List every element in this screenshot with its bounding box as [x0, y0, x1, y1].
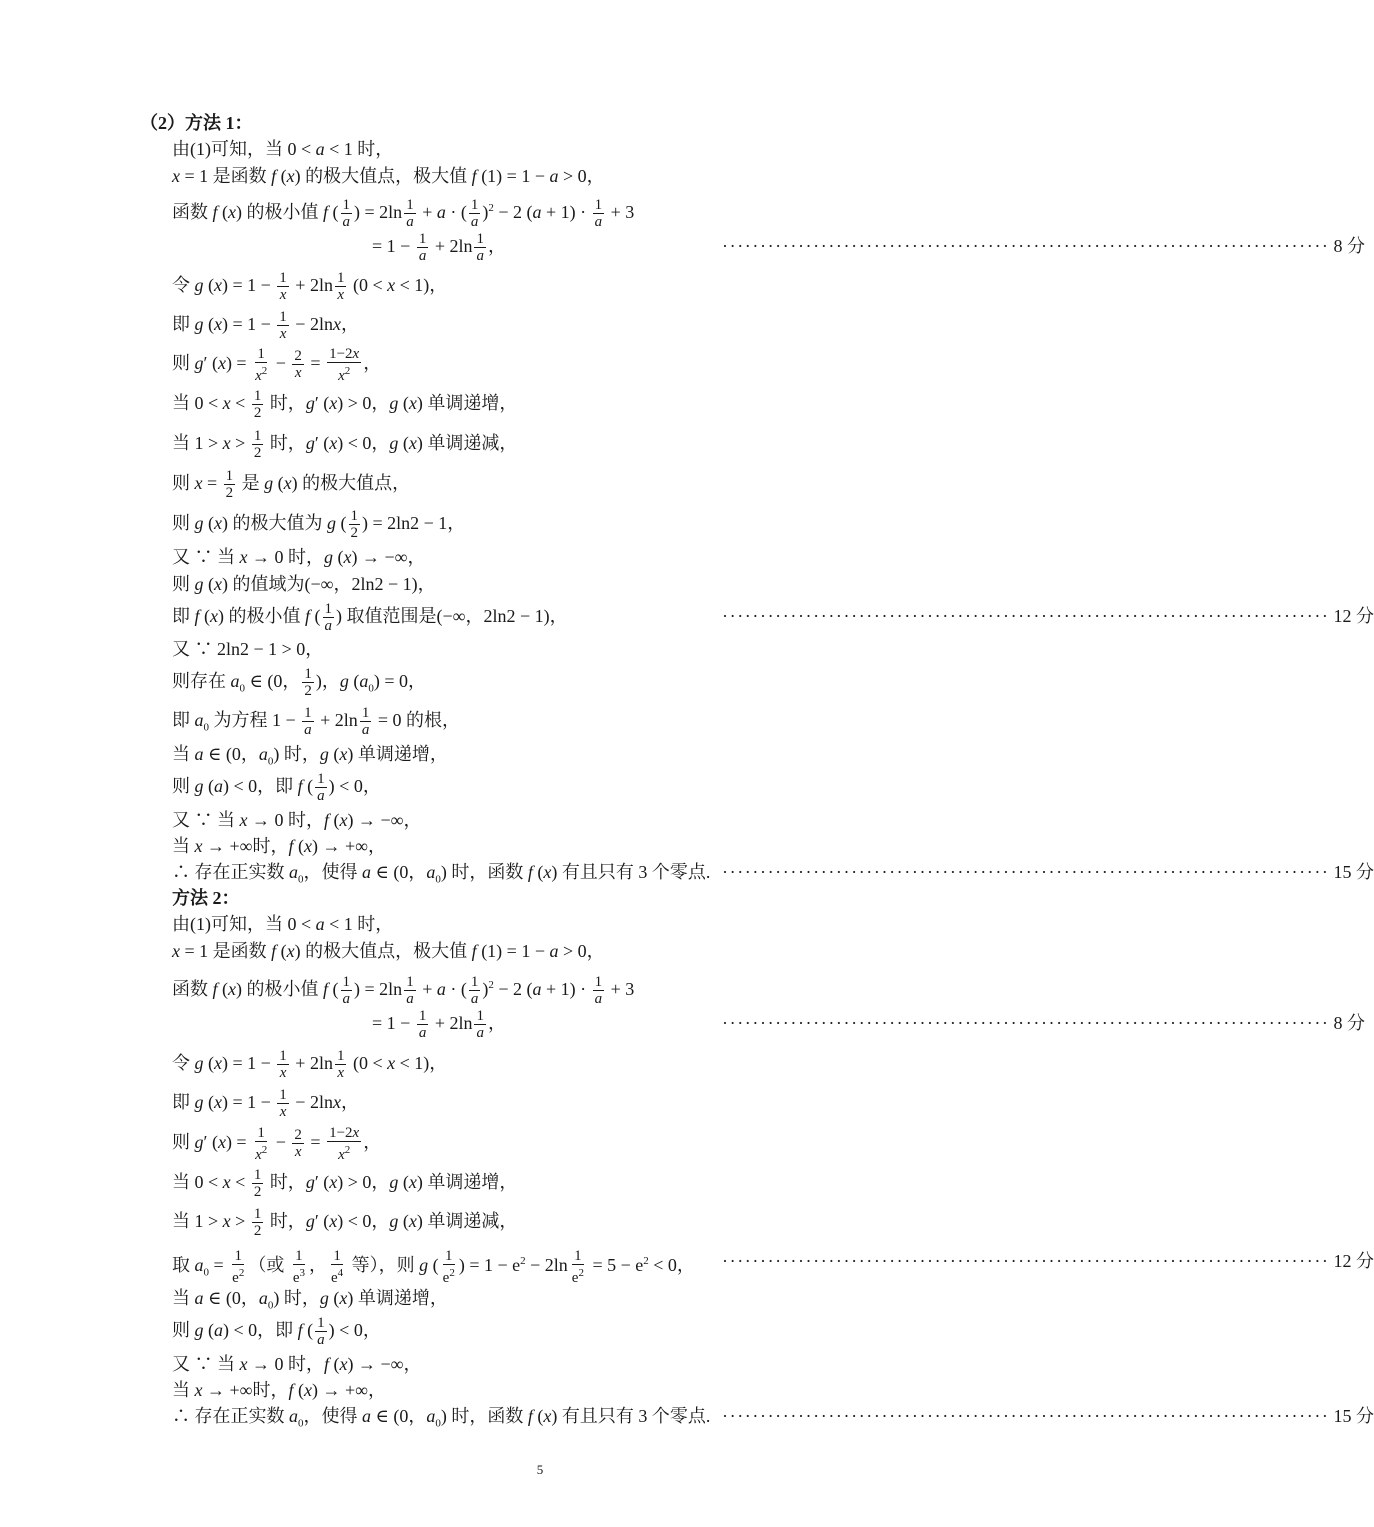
- score-marker: [722, 235, 1366, 257]
- solution-line: 又 ∵ 当 x → 0 时，f (x) → −∞，: [172, 810, 422, 830]
- score-points: 8 分: [1333, 1013, 1366, 1033]
- solution-line: 则 g (x) 的极大值为 g ( $\frac{1}{2}$ ) = 2ln2 − 1，: [172, 508, 466, 542]
- leader-dots: ················································································: [722, 236, 1330, 256]
- solution-line: 又 ∵ 当 x → 0 时，f (x) → −∞，: [172, 1354, 422, 1374]
- score-points: 15 分: [1333, 862, 1374, 882]
- leader-dots: ················································································: [722, 1251, 1330, 1271]
- method-heading: （2）方法 1：: [140, 113, 253, 133]
- solution-line: x = 1 是函数 f (x) 的极大值点，极大值 f (1) = 1 − a > 0，: [172, 166, 605, 186]
- solution-line: 则 g (x) 的值域为(−∞，2ln2 − 1)，: [172, 574, 436, 594]
- solution-line: 即 g (x) = 1 − $\frac{1}{x}$ − 2lnx，: [172, 309, 359, 343]
- method-heading: 方法 2：: [172, 888, 240, 908]
- score-marker: [722, 1250, 1374, 1272]
- solution-line: 即 $a_0$ 为方程 1 − $\frac{1}{a}$ + 2ln $\frac{1}{a}$ = 0 的根，: [172, 705, 460, 739]
- solution-line: 则 g (a) < 0，即 f ( $\frac{1}{a}$ ) < 0，: [172, 771, 381, 805]
- solution-line: 由(1)可知，当 0 < a < 1 时，: [172, 139, 394, 159]
- score-points: 12 分: [1333, 1251, 1374, 1271]
- solution-line: 当 1 > x > $\frac{1}{2}$ 时，g′ (x) < 0，g (x) 单调递减，: [172, 1206, 518, 1240]
- solution-line: 当 0 < x < $\frac{1}{2}$ 时，g′ (x) > 0，g (x) 单调递增，: [172, 1167, 518, 1201]
- solution-line: 当 0 < x < $\frac{1}{2}$ 时，g′ (x) > 0，g (x) 单调递增，: [172, 388, 518, 422]
- solution-line: = 1 − $\frac{1}{a}$ + 2ln $\frac{1}{a}$ ，: [372, 1008, 506, 1042]
- solution-line: 由(1)可知，当 0 < a < 1 时，: [172, 914, 394, 934]
- solution-line: 取 $a_0$ = $\frac{1}{e^2}$ （或 $\frac{1}{e^3}$ ， $\frac{1}{e^4}$ 等），则 g ( $\frac{1}{e^2}$ ) = $1 - e^2 - 2\ln$ $\frac{1}{e^2}$ = $5 - e^2 < 0$，: [172, 1247, 695, 1286]
- solution-line: 又 ∵ 当 x → 0 时，g (x) → −∞，: [172, 547, 426, 567]
- solution-line: 令 g (x) = 1 − $\frac{1}{x}$ + 2ln $\frac{1}{x}$ (0 < x < 1)，: [172, 1048, 448, 1082]
- score-points: 8 分: [1333, 236, 1366, 256]
- solution-line: 当 x → +∞时，f (x) → +∞，: [172, 836, 386, 856]
- solution-line: 当 a ∈ (0，$a_0$) 时，g (x) 单调递增，: [172, 744, 448, 768]
- solution-line: 当 1 > x > $\frac{1}{2}$ 时，g′ (x) < 0，g (x) 单调递减，: [172, 428, 518, 462]
- score-marker: [722, 605, 1374, 627]
- leader-dots: ················································································: [722, 1406, 1330, 1426]
- solution-line: 当 x → +∞时，f (x) → +∞，: [172, 1380, 386, 1400]
- leader-dots: ················································································: [722, 1013, 1330, 1033]
- score-marker: [722, 1012, 1366, 1034]
- leader-dots: ················································································: [722, 606, 1330, 626]
- solution-line: 则 g (a) < 0，即 f ( $\frac{1}{a}$ ) < 0，: [172, 1315, 381, 1349]
- solution-line: 即 f (x) 的极小值 f ( $\frac{1}{a}$ ) 取值范围是(−∞，2ln2 − 1)，: [172, 601, 568, 635]
- solution-line: 则 g′ (x) = $\frac{1}{x^2}$ − $\frac{2}{x}$ = $\frac{1-2x}{x^2}$ ，: [172, 345, 382, 384]
- solution-line: 则存在 $a_0$ ∈ (0， $\frac{1}{2}$ )，g $(a_0) = 0$，: [172, 666, 426, 700]
- solution-line: 又 ∵ 2ln2 − 1 > 0，: [172, 639, 324, 659]
- solution-line: x = 1 是函数 f (x) 的极大值点，极大值 f (1) = 1 − a > 0，: [172, 941, 605, 961]
- score-points: 12 分: [1333, 606, 1374, 626]
- solution-line: 则 g′ (x) = $\frac{1}{x^2}$ − $\frac{2}{x}$ = $\frac{1-2x}{x^2}$ ，: [172, 1124, 382, 1163]
- solution-line: ∴ 存在正实数 $a_0$，使得 a ∈ (0，$a_0$) 时，函数 f (x) 有且只有 3 个零点.: [172, 862, 711, 886]
- leader-dots: ················································································: [722, 862, 1330, 882]
- solution-line: 则 x = $\frac{1}{2}$ 是 g (x) 的极大值点，: [172, 468, 411, 502]
- solution-line: 函数 f (x) 的极小值 f ( $\frac{1}{a}$ ) = 2ln $\frac{1}{a}$ + a · ( $\frac{1}{a}$ )$^2$ − 2 (a + 1) · $\frac{1}{a}$ + 3: [172, 197, 635, 231]
- score-marker: [722, 861, 1374, 883]
- solution-line: 令 g (x) = 1 − $\frac{1}{x}$ + 2ln $\frac{1}{x}$ (0 < x < 1)，: [172, 270, 448, 304]
- solution-line: = 1 − $\frac{1}{a}$ + 2ln $\frac{1}{a}$ ，: [372, 231, 506, 265]
- solution-line: 函数 f (x) 的极小值 f ( $\frac{1}{a}$ ) = 2ln $\frac{1}{a}$ + a · ( $\frac{1}{a}$ )$^2$ − 2 (a + 1) · $\frac{1}{a}$ + 3: [172, 974, 635, 1008]
- solution-line: 当 a ∈ (0，$a_0$) 时，g (x) 单调递增，: [172, 1288, 448, 1312]
- score-marker: [722, 1405, 1374, 1427]
- page-number: 5: [536, 1462, 544, 1477]
- solution-line: ∴ 存在正实数 $a_0$，使得 a ∈ (0，$a_0$) 时，函数 f (x) 有且只有 3 个零点.: [172, 1406, 711, 1430]
- score-points: 15 分: [1333, 1406, 1374, 1426]
- solution-line: 即 g (x) = 1 − $\frac{1}{x}$ − 2lnx，: [172, 1087, 359, 1121]
